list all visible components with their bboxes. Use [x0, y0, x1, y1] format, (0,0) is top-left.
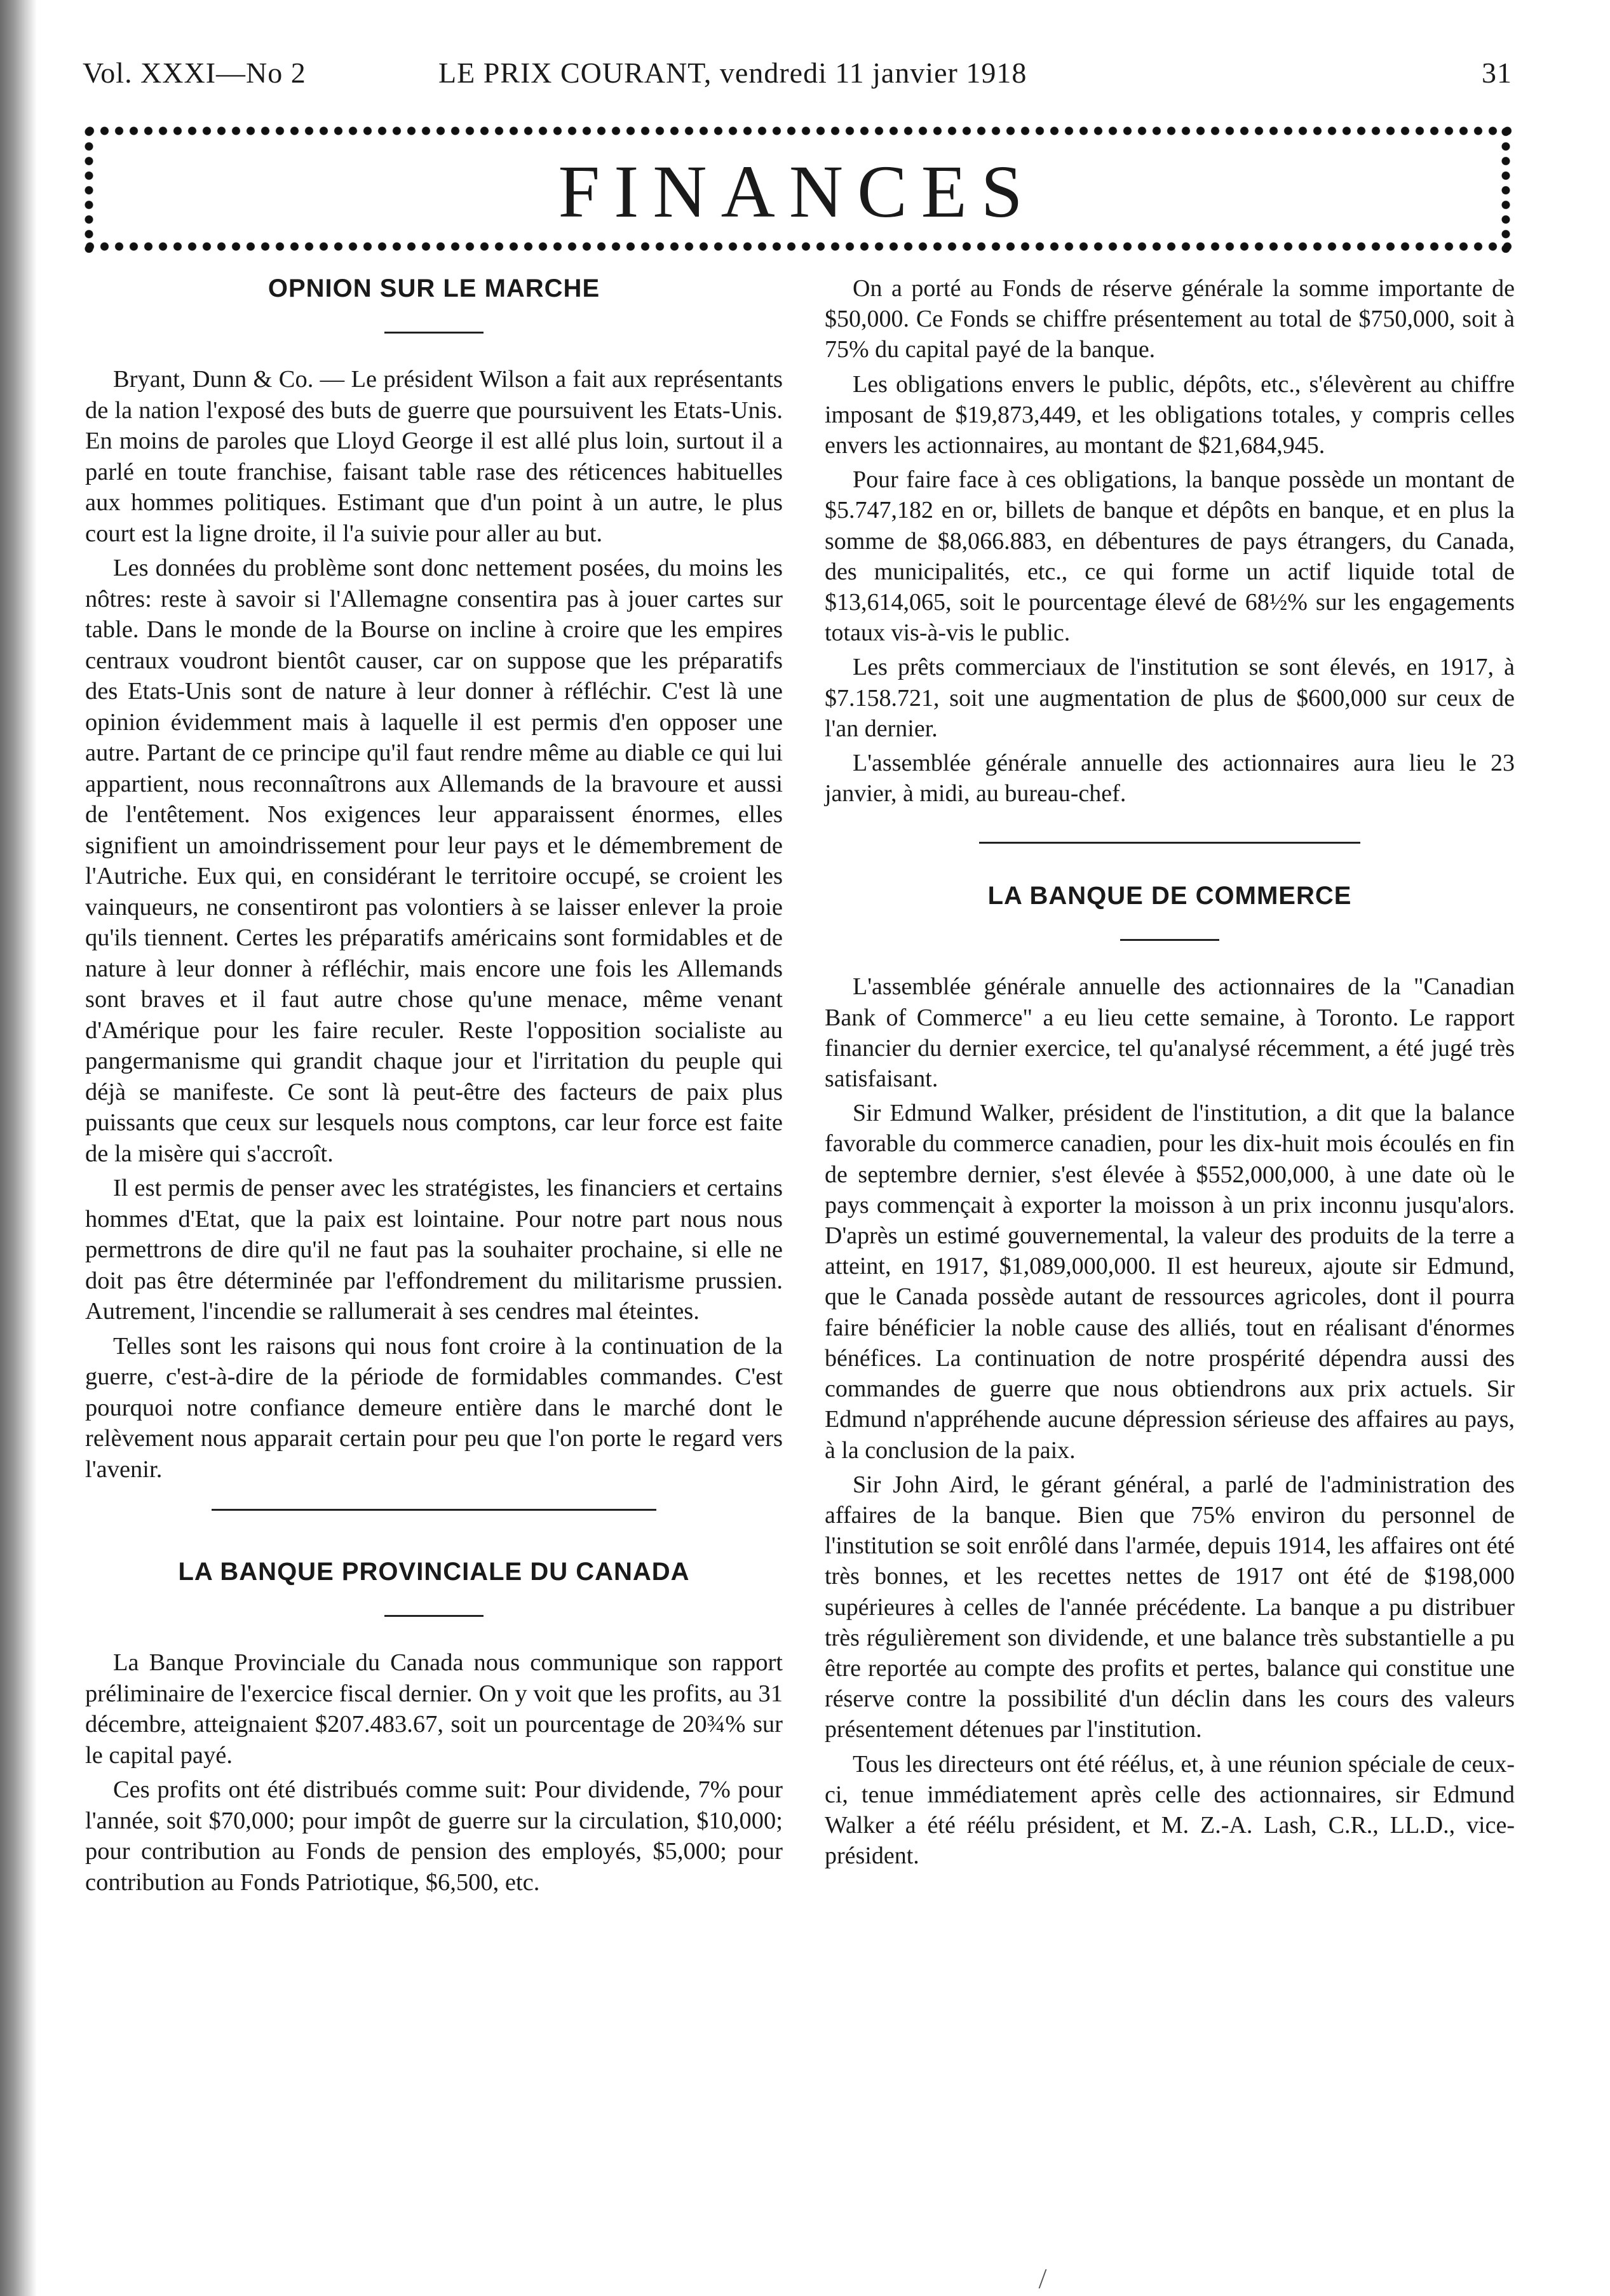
title-rule [384, 332, 484, 334]
page-spine-edge [0, 0, 37, 2296]
article-commerce [825, 881, 1515, 1871]
article-paragraph: Pour faire face à ces obligations, la banque possède un montant de $5.747,182 en or, billets de banque et dépôts en banque, et en plus la somme de $8,066.883, en débentures de pays étrangers, du Canada, des municipalités, etc., ce qui forme un actif liquide total de $13,614,065, soit le pourcentage élevé de 68½% sur les engagements totaux vis-à-vis le public. [825, 466, 1515, 647]
article-paragraph: Sir Edmund Walker, président de l'institution, a dit que la balance favorable du commerce canadien, pour les dix-huit mois écoulés en fin de septembre dernier, s'est élevée à $552,000,000, à une date où le pays commençait à exporter la moisson à un prix inconnu jusqu'alors. D'après un estimé gouvernemental, la valeur des produits de la terre a atteint, en 1917, $1,089,000,000. Il est heureux, ajoute sir Edmund, que le Canada possède autant de ressources agricoles, dont il pourra faire bénéficier la noble cause des alliés, tout en réalisant d'énormes bénéfices. La continuation de notre prospérité dépendra aussi des commandes de guerre que nous obtiendrons aux prix actuels. Sir Edmund n'appréhende aucune dépression sérieuse des affaires au pays, à la conclusion de la paix. [825, 1100, 1515, 1464]
article-separator-rule [212, 1509, 656, 1511]
article-paragraph: Les données du problème sont donc nettement posées, du moins les nôtres: reste à savoir si l'Allemagne consentira pas à jouer cartes sur table. Dans le monde de la Bourse on incline à croire que les empires centraux voudront bientôt causer, car on suppose que les préparatifs des Etats-Unis sont de nature à leur donner à réfléchir. C'est là une opinion évidemment mais à laquelle il est permis d'en opposer une autre. Partant de ce principe qu'il faut rendre même au diable ce qui lui appartient, nous reconnaîtrons aux Allemands de la bravoure et aussi de l'entêtement. Nos exigences leur apparaissent énormes, elles signifient un amoindrissement pour leur pays et le démembrement de l'Autriche. Eux qui, en considérant le territoire occupé, se croient les vainqueurs, ne consentiront pas volontiers à se laisser enlever la proie qu'ils tiennent. Certes les préparatifs américains sont formidables et de nature à leur donner à réfléchir, mais encore une fois les Allemands sont braves et il faut autre chose qu'une menace, même venant d'Amérique pour les faire reculer. Reste l'opposition socialiste au pangermanisme qui grandit chaque jour et l'irritation du peuple qui déjà se manifeste. Ce sont là peut-être des facteurs de paix plus puissants que ceux sur lesquels nous comptons, car leur force est faite de la misère qui s'accroît. [85, 555, 783, 1167]
article-opinion [85, 273, 783, 1485]
running-head [83, 56, 1512, 94]
page-number: 31 [1482, 57, 1512, 89]
article-paragraph: Bryant, Dunn & Co. — Le président Wilson a fait aux représentants de la nation l'exposé des buts de guerre que poursuivent les Etats-Unis. En moins de paroles que Lloyd George il est allé plus loin, surtout il a parlé en toute franchise, faisant table rase des réticences habituelles aux hommes politiques. Estimant que d'un point à un autre, le plus court est la ligne droite, il l'a suivie pour aller au but. [85, 366, 783, 547]
article-title: LA BANQUE DE COMMERCE [987, 882, 1352, 910]
article-provinciale [85, 1557, 783, 1898]
ornament-border-bottom [83, 240, 1512, 253]
article-paragraph: Les prêts commerciaux de l'institution se sont élevés, en 1917, à $7.158.721, soit une augmentation de plus de $600,000 sur ceux de l'an dernier. [825, 654, 1515, 742]
article-title: OPNION SUR LE MARCHE [267, 274, 600, 302]
article-paragraph: Ces profits ont été distribués comme suit: Pour dividende, 7% pour l'année, soit $70,000; pour impôt de guerre sur la circulation, $10,000; pour contribution au Fonds de pension des employés, $5,000; pour contribution au Fonds Patriotique, $6,500, etc. [85, 1776, 783, 1896]
volume-number: Vol. XXXI—No 2 [83, 57, 306, 89]
section-banner-title: FINANCES [558, 150, 1037, 233]
article-paragraph: L'assemblée générale annuelle des actionnaires aura lieu le 23 janvier, à midi, au bureau-chef. [825, 750, 1515, 807]
left-column [85, 273, 783, 1901]
publication-line: LE PRIX COURANT, vendredi 11 janvier 1918 [438, 57, 1027, 89]
article-paragraph: On a porté au Fonds de réserve générale la somme importante de $50,000. Ce Fonds se chiffre présentement au total de $750,000, soit à 75% du capital payé de la banque. [825, 275, 1515, 363]
article-paragraph: L'assemblée générale annuelle des actionnaires de la "Canadian Bank of Commerce" a eu lieu cette semaine, à Toronto. Le rapport financier du dernier exercice, tel qu'analysé récemment, a été jugé très satisfaisant. [825, 973, 1515, 1093]
article-title: LA BANQUE PROVINCIALE DU CANADA [178, 1558, 690, 1586]
article-paragraph: La Banque Provinciale du Canada nous communique son rapport préliminaire de l'exercice fiscal dernier. On y voit que les profits, au 31 décembre, atteignaient $207.483.67, soit un pourcentage de 20¾% sur le capital payé. [85, 1649, 783, 1769]
article-separator-rule [979, 842, 1360, 844]
finances-banner [83, 125, 1512, 253]
ornament-border-top [83, 125, 1512, 137]
right-column [825, 273, 1515, 1875]
stray-ink-mark [1039, 2269, 1056, 2288]
article-paragraph: Les obligations envers le public, dépôts, etc., s'élevèrent au chiffre imposant de $19,873,449, et les obligations totales, y compris celles envers les actionnaires, au montant de $21,684,945. [825, 370, 1515, 459]
article-paragraph: Sir John Aird, le gérant général, a parlé de l'administration des affaires de la banque. Bien que 75% environ du personnel de l'institution se soit enrôlé dans l'armée, depuis 1914, les affaires ont été très bonnes, et les recettes nettes de 1917 ont été de $198,000 supérieures à celles de l'année précédente. La banque a pu distribuer très régulièrement son dividende, et une balance très substantielle a pu être reportée au compte des profits et pertes, balance qui constitue une réserve contre la possibilité d'un déclin dans les cours des valeurs présentement détenues par l'institution. [825, 1471, 1515, 1743]
article-paragraph: Il est permis de penser avec les stratégistes, les financiers et certains hommes d'Etat, que la paix est lointaine. Pour notre part nous nous permettrons de dire qu'il ne faut pas la souhaiter prochaine, si elle ne doit pas être déterminée par l'effondrement du militarisme prussien. Autrement, l'incendie se rallumerait à ses cendres mal éteintes. [85, 1175, 783, 1325]
title-rule [384, 1615, 484, 1617]
article-paragraph: Telles sont les raisons qui nous font croire à la continuation de la guerre, c'est-à-dire de la période de formidables commandes. C'est pourquoi notre confiance demeure entière dans le marché dont le relèvement nous apparait certain pour peu que l'on porte le regard vers l'avenir. [85, 1332, 783, 1483]
title-rule [1120, 939, 1219, 941]
article-paragraph: Tous les directeurs ont été réélus, et, à une réunion spéciale de ceux-ci, tenue immédiatement après celle des actionnaires, sir Edmund Walker a été réélu président, et M. Z.-A. Lash, C.R., LL.D., vice-président. [825, 1750, 1515, 1870]
article-provinciale-continued [825, 273, 1515, 809]
